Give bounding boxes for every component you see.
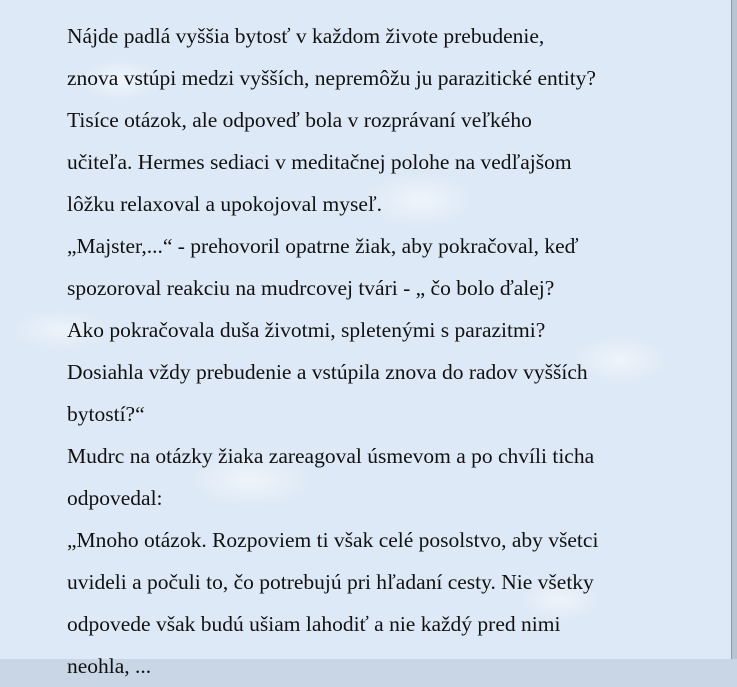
text-line: Dosiahla vždy prebudenie a vstúpila znova do radov vyšších (67, 360, 588, 384)
text-line: lôžku relaxoval a upokojoval myseľ. (67, 192, 383, 216)
text-line: „Mnoho otázok. Rozpoviem ti však celé posolstvo, aby všetci (67, 528, 599, 552)
text-line: učiteľa. Hermes sediaci v meditačnej polohe na vedľajšom (67, 150, 572, 174)
text-line: „Majster,...“ - prehovoril opatrne žiak, aby pokračoval, keď (67, 234, 579, 258)
text-line: neohla, ... (67, 654, 152, 678)
text-line: uvideli a počuli to, čo potrebujú pri hľadaní cesty. Nie všetky (67, 570, 594, 594)
text-line: bytostí?“ (67, 402, 145, 426)
text-line: Mudrc na otázky žiaka zareagoval úsmevom a po chvíli ticha (67, 444, 595, 468)
window-edge (731, 0, 737, 659)
text-line: znova vstúpi medzi vyšších, nepremôžu ju parazitické entity? (67, 66, 596, 90)
text-line: odpovede však budú ušiam lahodiť a nie každý pred nimi (67, 612, 561, 636)
text-line: Tisíce otázok, ale odpoveď bola v rozprávaní veľkého (67, 108, 532, 132)
text-line: Ako pokračovala duša životmi, spletenými s parazitmi? (67, 318, 546, 342)
text-line: Nájde padlá vyššia bytosť v každom živote prebudenie, (67, 24, 545, 48)
text-line: spozoroval reakciu na mudrcovej tvári - „ čo bolo ďalej? (67, 276, 555, 300)
text-body (67, 15, 707, 687)
text-line: odpovedal: (67, 486, 163, 510)
